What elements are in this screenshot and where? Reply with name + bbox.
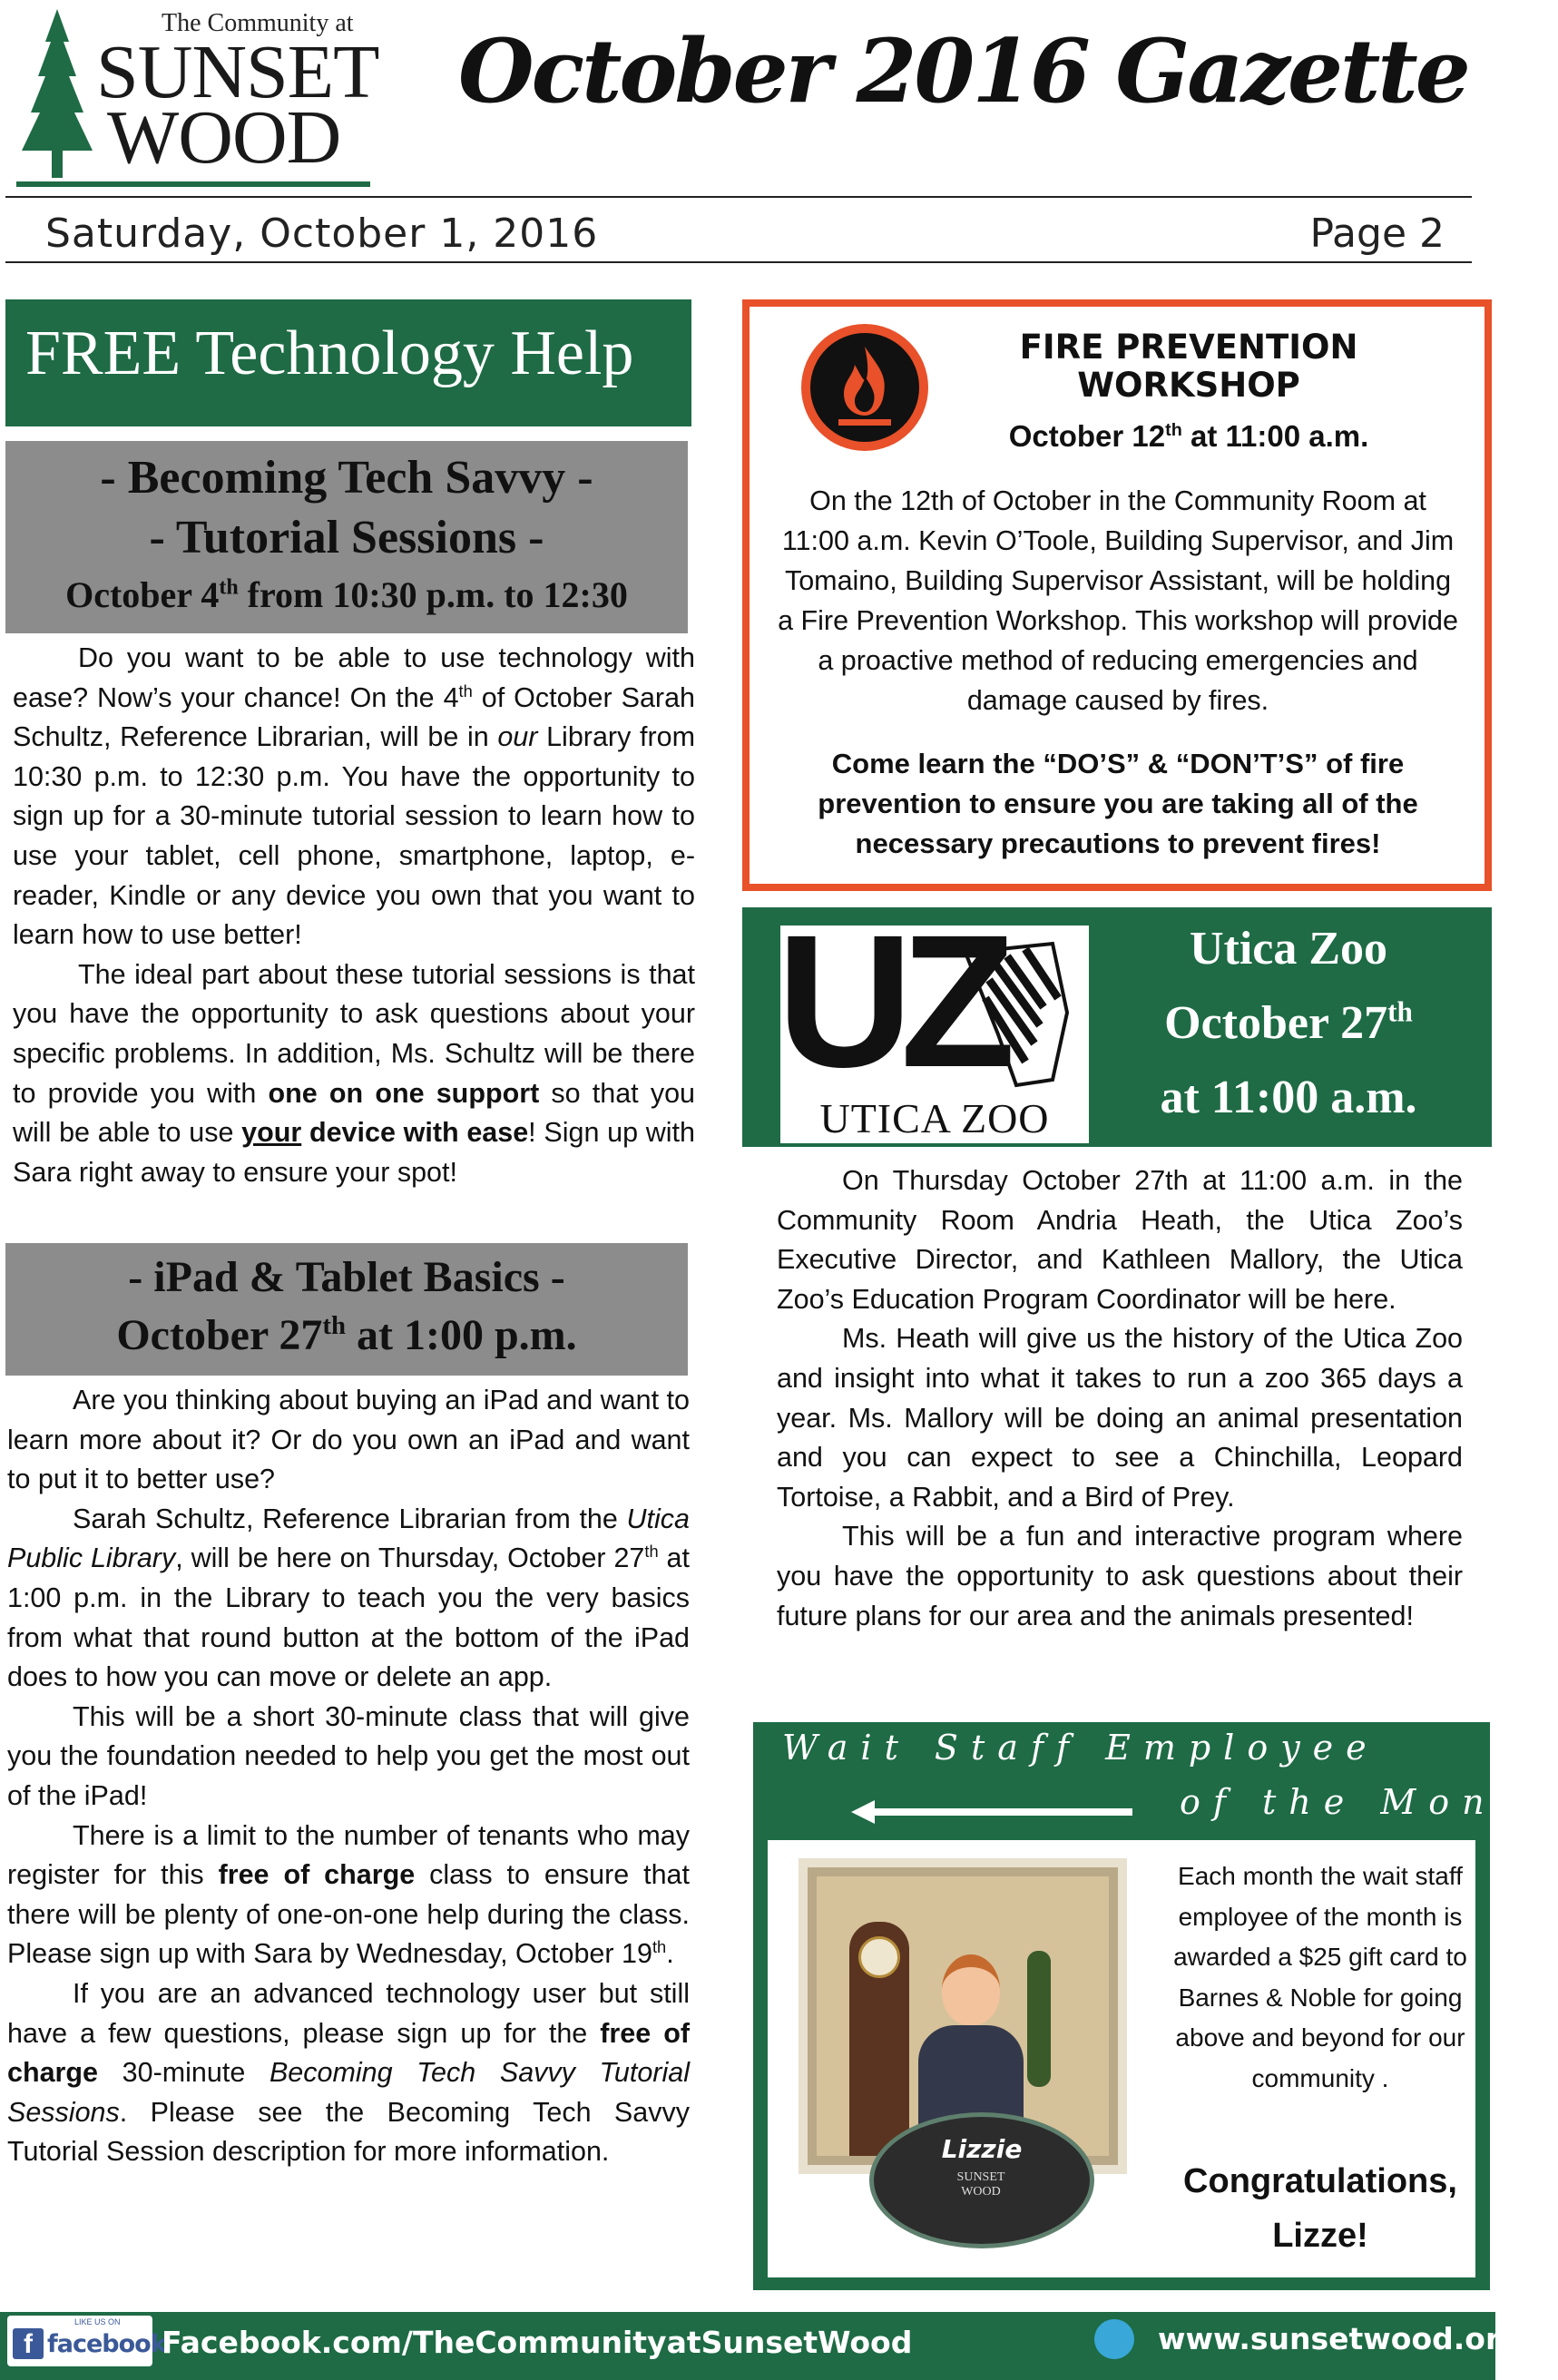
tech-savvy-heading-line2: - Tutorial Sessions - — [149, 512, 544, 563]
logo-small-text: The Community at — [162, 9, 354, 37]
paragraph: There is a limit to the number of tenants who may register for this free of charge class to ensure that there will be plenty of one-on-one help during the class. Please sign up with Sara by Wednesday, October 19th. — [7, 1819, 690, 1970]
zoo-logo-letters: UZ — [777, 896, 1004, 1107]
fire-workshop-title: FIRE PREVENTION WORKSHOP — [1019, 328, 1358, 405]
facebook-wordmark: facebook — [47, 2330, 166, 2358]
ipad-basics-article — [7, 1381, 690, 2172]
fire-workshop-call-to-action: Come learn the “DO’S” & “DON’T’S” of fire prevention to ensure you are taking all of the necessary precautions to prevent fires! — [818, 748, 1418, 859]
flame-icon — [799, 321, 931, 454]
tech-help-banner — [5, 299, 691, 426]
tech-savvy-heading-line1: - Becoming Tech Savvy - — [100, 452, 593, 504]
tech-help-title: FREE Technology Help — [25, 318, 634, 388]
utica-zoo-logo — [777, 896, 1089, 1143]
clock-face-icon — [858, 1936, 900, 1978]
header-rule-top — [5, 196, 1472, 198]
fire-workshop-description: On the 12th of October in the Community Room at 11:00 a.m. Kevin O’Toole, Building Supervisor, and Jim Tomaino, Building Supervisor Assistant, will be holding a Fire Prevention Workshop. This workshop will provide a proactive method of reducing emergencies and damage caused by fires. — [778, 485, 1458, 716]
paragraph: This will be a short 30-minute class that will give you the foundation needed to help you get the most out of the iPad! — [7, 1700, 690, 1811]
plant-icon — [1027, 1951, 1051, 2087]
person-head-icon — [942, 1954, 1000, 2025]
paragraph: On Thursday October 27th at 11:00 a.m. in the Community Room Andria Heath, the Utica Zoo’s Executive Director, and Kathleen Mallory, the Utica Zoo’s Education Program Coordinator will be here. — [777, 1165, 1463, 1315]
facebook-url-link[interactable]: Facebook.com/TheCommunityatSunsetWood — [162, 2325, 913, 2360]
ipad-basics-date: October 27th at 1:00 p.m. — [116, 1311, 577, 1359]
utica-zoo-title — [1107, 912, 1470, 1135]
header-rule-bottom — [5, 261, 1472, 263]
zoo-logo-text: UTICA ZOO — [819, 1095, 1050, 1141]
paragraph: Sarah Schultz, Reference Librarian from the Utica Public Library, will be here on Thursday, October 27th at 1:00 p.m. in the Library to teach you the very basics from what that round button at the bottom of the iPad does to how you can move or delete an app. — [7, 1503, 690, 1693]
sunset-wood-logo — [16, 5, 379, 187]
paragraph: This will be a fun and interactive program where you have the opportunity to ask questions about their future plans for our area and the animals presented! — [777, 1521, 1463, 1631]
ipad-basics-heading-box — [5, 1243, 688, 1376]
zoo-title-date: October 27th — [1164, 995, 1413, 1049]
logo-sunset-text: SUNSET — [96, 30, 379, 114]
paragraph: Are you thinking about buying an iPad and want to learn more about it? Or do you own an iPad and want to put it to better use? — [7, 1385, 690, 1495]
employee-heading-line1: Wait Staff Employee — [782, 1728, 1379, 1768]
employee-award-description: Each month the wait staff employee of the month is awarded a $25 gift card to Barnes & Noble for going above and beyond for our community . — [1173, 1862, 1467, 2092]
paragraph: The ideal part about these tutorial sessions is that you have the opportunity to ask questions about your specific problems. In addition, Ms. Schultz will be there to provide you with one on one support so that you will be able to use your device with ease! Sign up with Sara right away to ensure your spot! — [13, 958, 695, 1188]
logo-underline — [16, 181, 370, 187]
facebook-like-label: LIKE US ON — [74, 2317, 121, 2326]
name-plate-logo: SUNSET WOOD — [956, 2170, 1005, 2199]
tech-savvy-heading-box — [5, 441, 688, 633]
issue-date: Saturday, October 1, 2016 — [45, 211, 599, 257]
zoo-title-time: at 11:00 a.m. — [1160, 1072, 1417, 1123]
paragraph: Ms. Heath will give us the history of the Utica Zoo and insight into what it takes to run a zoo 365 days a year. Ms. Mallory will be doing an animal presentation and you can expect to see a Chinchilla, Leopard Tortoise, a Rabbit, and a Bird of Prey. — [777, 1323, 1463, 1513]
gazette-title: October 2016 Gazette — [458, 20, 1468, 122]
paragraph: If you are an advanced technology user but still have a few questions, please sign up for the free of charge 30-minute Becoming Tech Savvy Tutorial Sessions. Please see the Becoming Tech Savvy Tutorial Session description for more information. — [7, 1977, 690, 2168]
employee-name: Lizzie — [941, 2134, 1023, 2164]
globe-icon — [1094, 2319, 1134, 2359]
zoo-title-line1: Utica Zoo — [1189, 923, 1388, 975]
page-number: Page 2 — [1309, 211, 1445, 257]
utica-zoo-article — [777, 1161, 1463, 1636]
paragraph: Do you want to be able to use technology with ease? Now’s your chance! On the 4th of October Sarah Schultz, Reference Librarian, will be in our Library from 10:30 p.m. to 12:30 p.m. You have the opportunity to sign up for a 30-minute tutorial session to learn how to use your tablet, cell phone, smartphone, laptop, e-reader, Kindle or any device you own that you want to learn how to use better! — [13, 642, 695, 951]
pine-tree-icon — [16, 5, 98, 181]
website-link[interactable]: www.sunsetwood.org — [1158, 2321, 1522, 2356]
employee-heading-line2: of the Month — [1180, 1782, 1558, 1822]
fire-workshop-date: October 12th at 11:00 a.m. — [1008, 419, 1369, 453]
tech-savvy-article — [13, 639, 695, 1192]
logo-wood-text: WOOD — [107, 95, 341, 180]
congratulations-text: Congratulations, Lizze! — [1183, 2162, 1457, 2255]
ipad-basics-heading: - iPad & Tablet Basics - — [128, 1253, 565, 1301]
arrow-left-icon — [851, 1800, 1132, 1824]
tech-savvy-date: October 4th from 10:30 p.m. to 12:30 — [65, 574, 628, 615]
facebook-icon[interactable]: f — [13, 2328, 44, 2359]
